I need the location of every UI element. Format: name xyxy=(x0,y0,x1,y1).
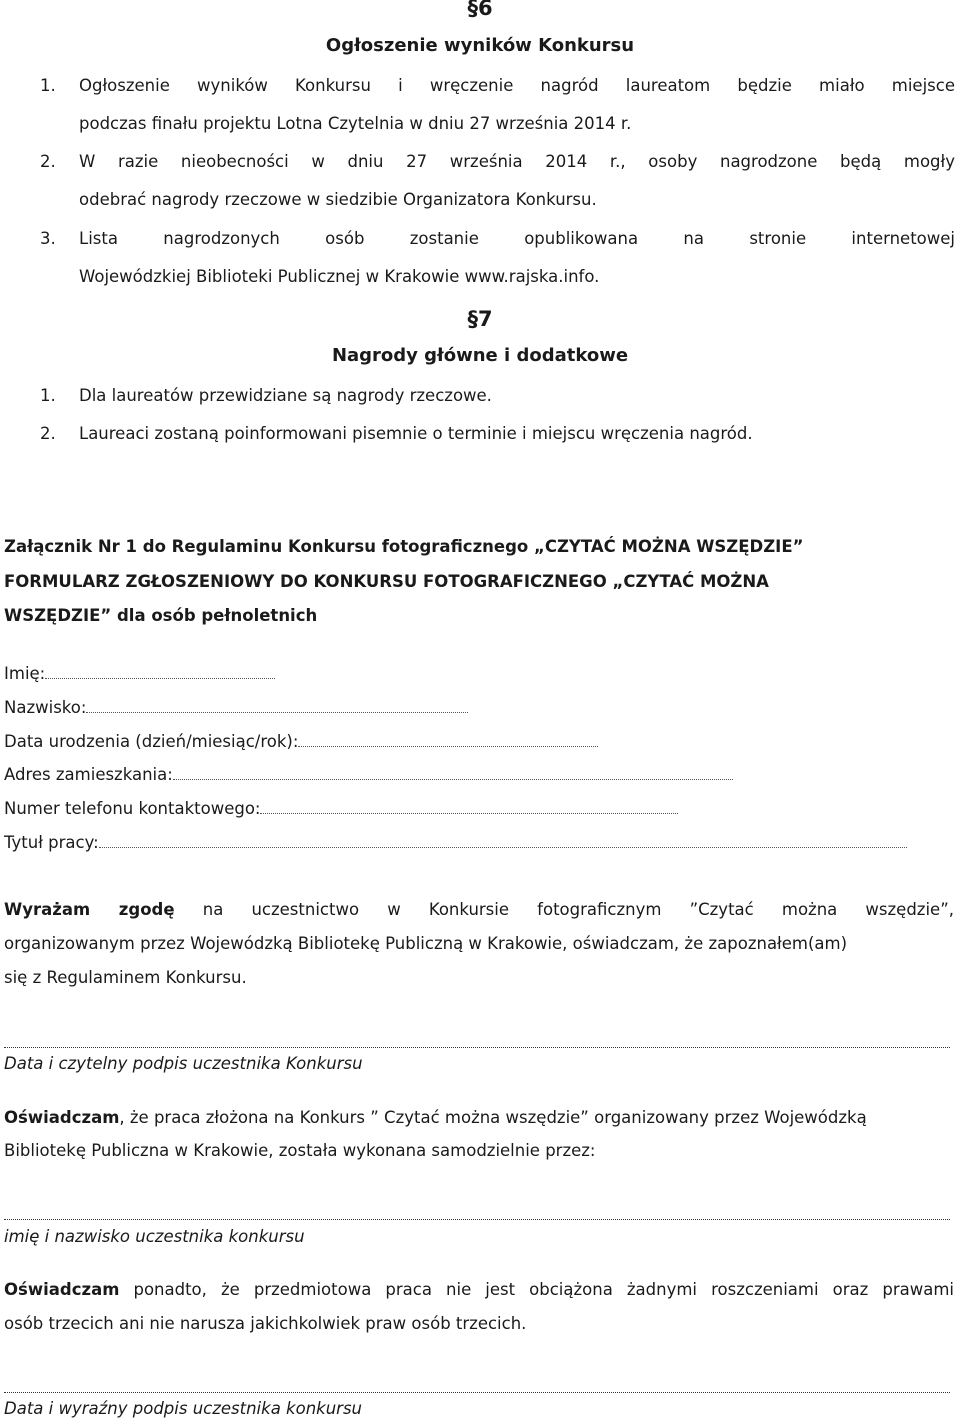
fill-in-line[interactable] xyxy=(173,765,733,780)
section-7-sign: §7 xyxy=(467,307,493,331)
address-field[interactable] xyxy=(4,765,733,784)
last-name-field[interactable] xyxy=(4,698,468,717)
section-7-title: Nagrody główne i dodatkowe xyxy=(331,345,629,366)
first-name-field[interactable] xyxy=(4,664,275,683)
signature-caption: imię i nazwisko uczestnika konkursu xyxy=(4,1227,305,1246)
attachment-title: Załącznik Nr 1 do Regulaminu Konkursu fotograficznego „CZYTAĆ MOŻNA WSZĘDZIE” xyxy=(4,537,804,556)
phone-field[interactable] xyxy=(4,799,678,818)
signature-caption: Data i czytelny podpis uczestnika Konkursu xyxy=(4,1054,363,1073)
statement-2-line-2: osób trzecich ani nie narusza jakichkolwiek praw osób trzecich. xyxy=(4,1314,527,1333)
statement-text: , że praca złożona na Konkurs ” Czytać można wszędzie” organizowany przez Wojewódzką xyxy=(119,1108,867,1127)
consent-text: na uczestnictwo w Konkursie fotograficznym ”Czytać można wszędzie”, xyxy=(202,900,955,919)
item-number: 1. xyxy=(40,76,56,95)
fill-in-line[interactable] xyxy=(86,698,468,713)
statement-text: ponadto, że przedmiotowa praca nie jest obciążona żadnymi roszczeniami oraz prawami xyxy=(119,1280,954,1299)
statement-1-line-1 xyxy=(4,1108,867,1127)
form-title-line1: FORMULARZ ZGŁOSZENIOWY DO KONKURSU FOTOGRAFICZNEGO „CZYTAĆ MOŻNA xyxy=(4,572,769,591)
item-text-line: Ogłoszenie wyników Konkursu i wręczenie nagród laureatom będzie miało miejsce xyxy=(79,76,955,95)
item-text-line: W razie nieobecności w dniu 27 września 2014 r., osoby nagrodzone będą mogły xyxy=(79,152,955,171)
item-number: 2. xyxy=(40,152,56,171)
item-text-line: Lista nagrodzonych osób zostanie opublikowana na stronie internetowej xyxy=(79,229,955,248)
item-text-line: podczas finału projektu Lotna Czytelnia w dniu 27 września 2014 r. xyxy=(79,114,632,133)
item-number: 2. xyxy=(40,424,56,443)
signature-caption: Data i wyraźny podpis uczestnika konkursu xyxy=(4,1399,363,1418)
statement-bold: Oświadczam xyxy=(4,1280,120,1299)
work-title-field[interactable] xyxy=(4,833,907,852)
item-number: 3. xyxy=(40,229,56,248)
signature-line[interactable] xyxy=(4,1392,950,1393)
field-label: Data urodzenia (dzień/miesiąc/rok): xyxy=(4,732,299,751)
field-label: Tytuł pracy: xyxy=(4,833,99,852)
consent-bold: Wyrażam zgodę xyxy=(4,900,175,919)
statement-1-line-2: Bibliotekę Publiczna w Krakowie, została wykonana samodzielnie przez: xyxy=(4,1141,596,1160)
field-label: Adres zamieszkania: xyxy=(4,765,173,784)
field-label: Nazwisko: xyxy=(4,698,87,717)
consent-line-3: się z Regulaminem Konkursu. xyxy=(4,968,247,987)
fill-in-line[interactable] xyxy=(260,799,678,814)
item-text: Laureaci zostaną poinformowani pisemnie o terminie i miejscu wręczenia nagród. xyxy=(79,424,753,443)
section-6-title: Ogłoszenie wyników Konkursu xyxy=(325,35,635,56)
fill-in-line[interactable] xyxy=(99,833,907,848)
field-label: Numer telefonu kontaktowego: xyxy=(4,799,261,818)
consent-line-2: organizowanym przez Wojewódzką Bibliotekę Publiczną w Krakowie, oświadczam, że zapoznałem(am) xyxy=(4,934,848,953)
fill-in-line[interactable] xyxy=(298,732,598,747)
signature-line[interactable] xyxy=(4,1219,950,1220)
item-text-line: odebrać nagrody rzeczowe w siedzibie Organizatora Konkursu. xyxy=(79,190,597,209)
item-text-line: Wojewódzkiej Biblioteki Publicznej w Krakowie www.rajska.info. xyxy=(79,267,600,286)
item-number: 1. xyxy=(40,386,56,405)
consent-line-1 xyxy=(4,900,954,919)
fill-in-line[interactable] xyxy=(45,664,275,679)
form-title-line2: WSZĘDZIE” dla osób pełnoletnich xyxy=(4,606,318,625)
statement-bold: Oświadczam xyxy=(4,1108,120,1127)
statement-2-line-1 xyxy=(4,1280,954,1299)
section-6-sign: §6 xyxy=(467,0,493,20)
item-text: Dla laureatów przewidziane są nagrody rzeczowe. xyxy=(79,386,492,405)
signature-line[interactable] xyxy=(4,1047,950,1048)
birth-date-field[interactable] xyxy=(4,732,598,751)
field-label: Imię: xyxy=(4,664,46,683)
